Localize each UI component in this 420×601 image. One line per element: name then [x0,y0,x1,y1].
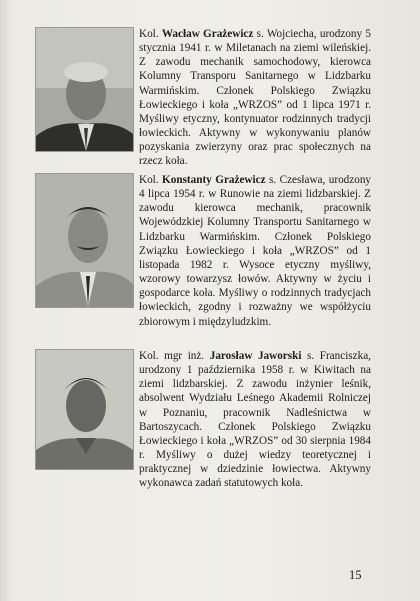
bio-text: s. Franciszka, urodzony 1 października 1958 r. w Kiwitach na ziemi lidzbarskiej. Z zawodu inżynier leśnik, absolwent Wydziału Leśnego Akademii Rolniczej w Poznaniu, pracownik Nadleśnictwa w Bartoszycach. Członek Polskiego Związku Łowieckiego i koła „WRZOS” od 30 sierpnia 1984 r. Myśliwy o dużej wiedzy teoretycznej i praktycznej w dziedzinie łowiectwa. Aktywny wykonawca zadań statutowych koła. [139,350,371,490]
member-bio-2 [139,173,371,329]
bio-text: s. Czesława, urodzony 4 lipca 1954 r. w Runowie na ziemi lidzbarskiej. Z zawodu kierowca mechanik, pracownik Wojewódzkiej Kolumny Transportu Sanitarnego w Lidzbarku Warmińskim. Członek Polskiego Związku Łowieckiego i koła „WRZOS” od 1 listopada 1982 r. Wysoce etyczny myśliwy, wzorowy towarzysz łowów. Aktywny w życiu i gospodarce koła. Myśliwy o rodzinnych tradycjach łowieckich, zgodny i rozważny we współżyciu zbiorowym i międzyludzkim. [139,174,372,328]
member-name: Konstanty Grażewicz [162,174,266,186]
portrait-photo-1 [35,27,134,152]
member-bio-3 [139,349,371,491]
member-bio-1 [139,27,371,169]
title-prefix: Kol. mgr inż. [139,350,210,362]
portrait-photo-3 [35,349,134,470]
member-name: Wacław Grażewicz [161,28,254,40]
portrait-photo-2 [35,173,134,308]
member-name: Jarosław Jaworski [209,350,302,362]
bio-text: s. Wojciecha, urodzony 5 stycznia 1941 r. w Miletanach na ziemi wileńskiej. Z zawodu mechanik samochodowy, kierowca Kolumny Transporu Sanitarnego w Lidzbarku Warmińskim. Członek Polskiego Związku Łowieckiego i koła „WRZOS” od 1 lipca 1971 r. Myśliwy etyczny, kontynuator rodzinnych tradycji łowieckich. Aktywny w wykonywaniu planów pozyskania zwierzyny oraz prac społecznych na rzecz koła. [139,28,371,168]
title-prefix: Kol. [139,28,162,40]
page-number: 15 [349,568,362,582]
title-prefix: Kol. [139,174,163,186]
